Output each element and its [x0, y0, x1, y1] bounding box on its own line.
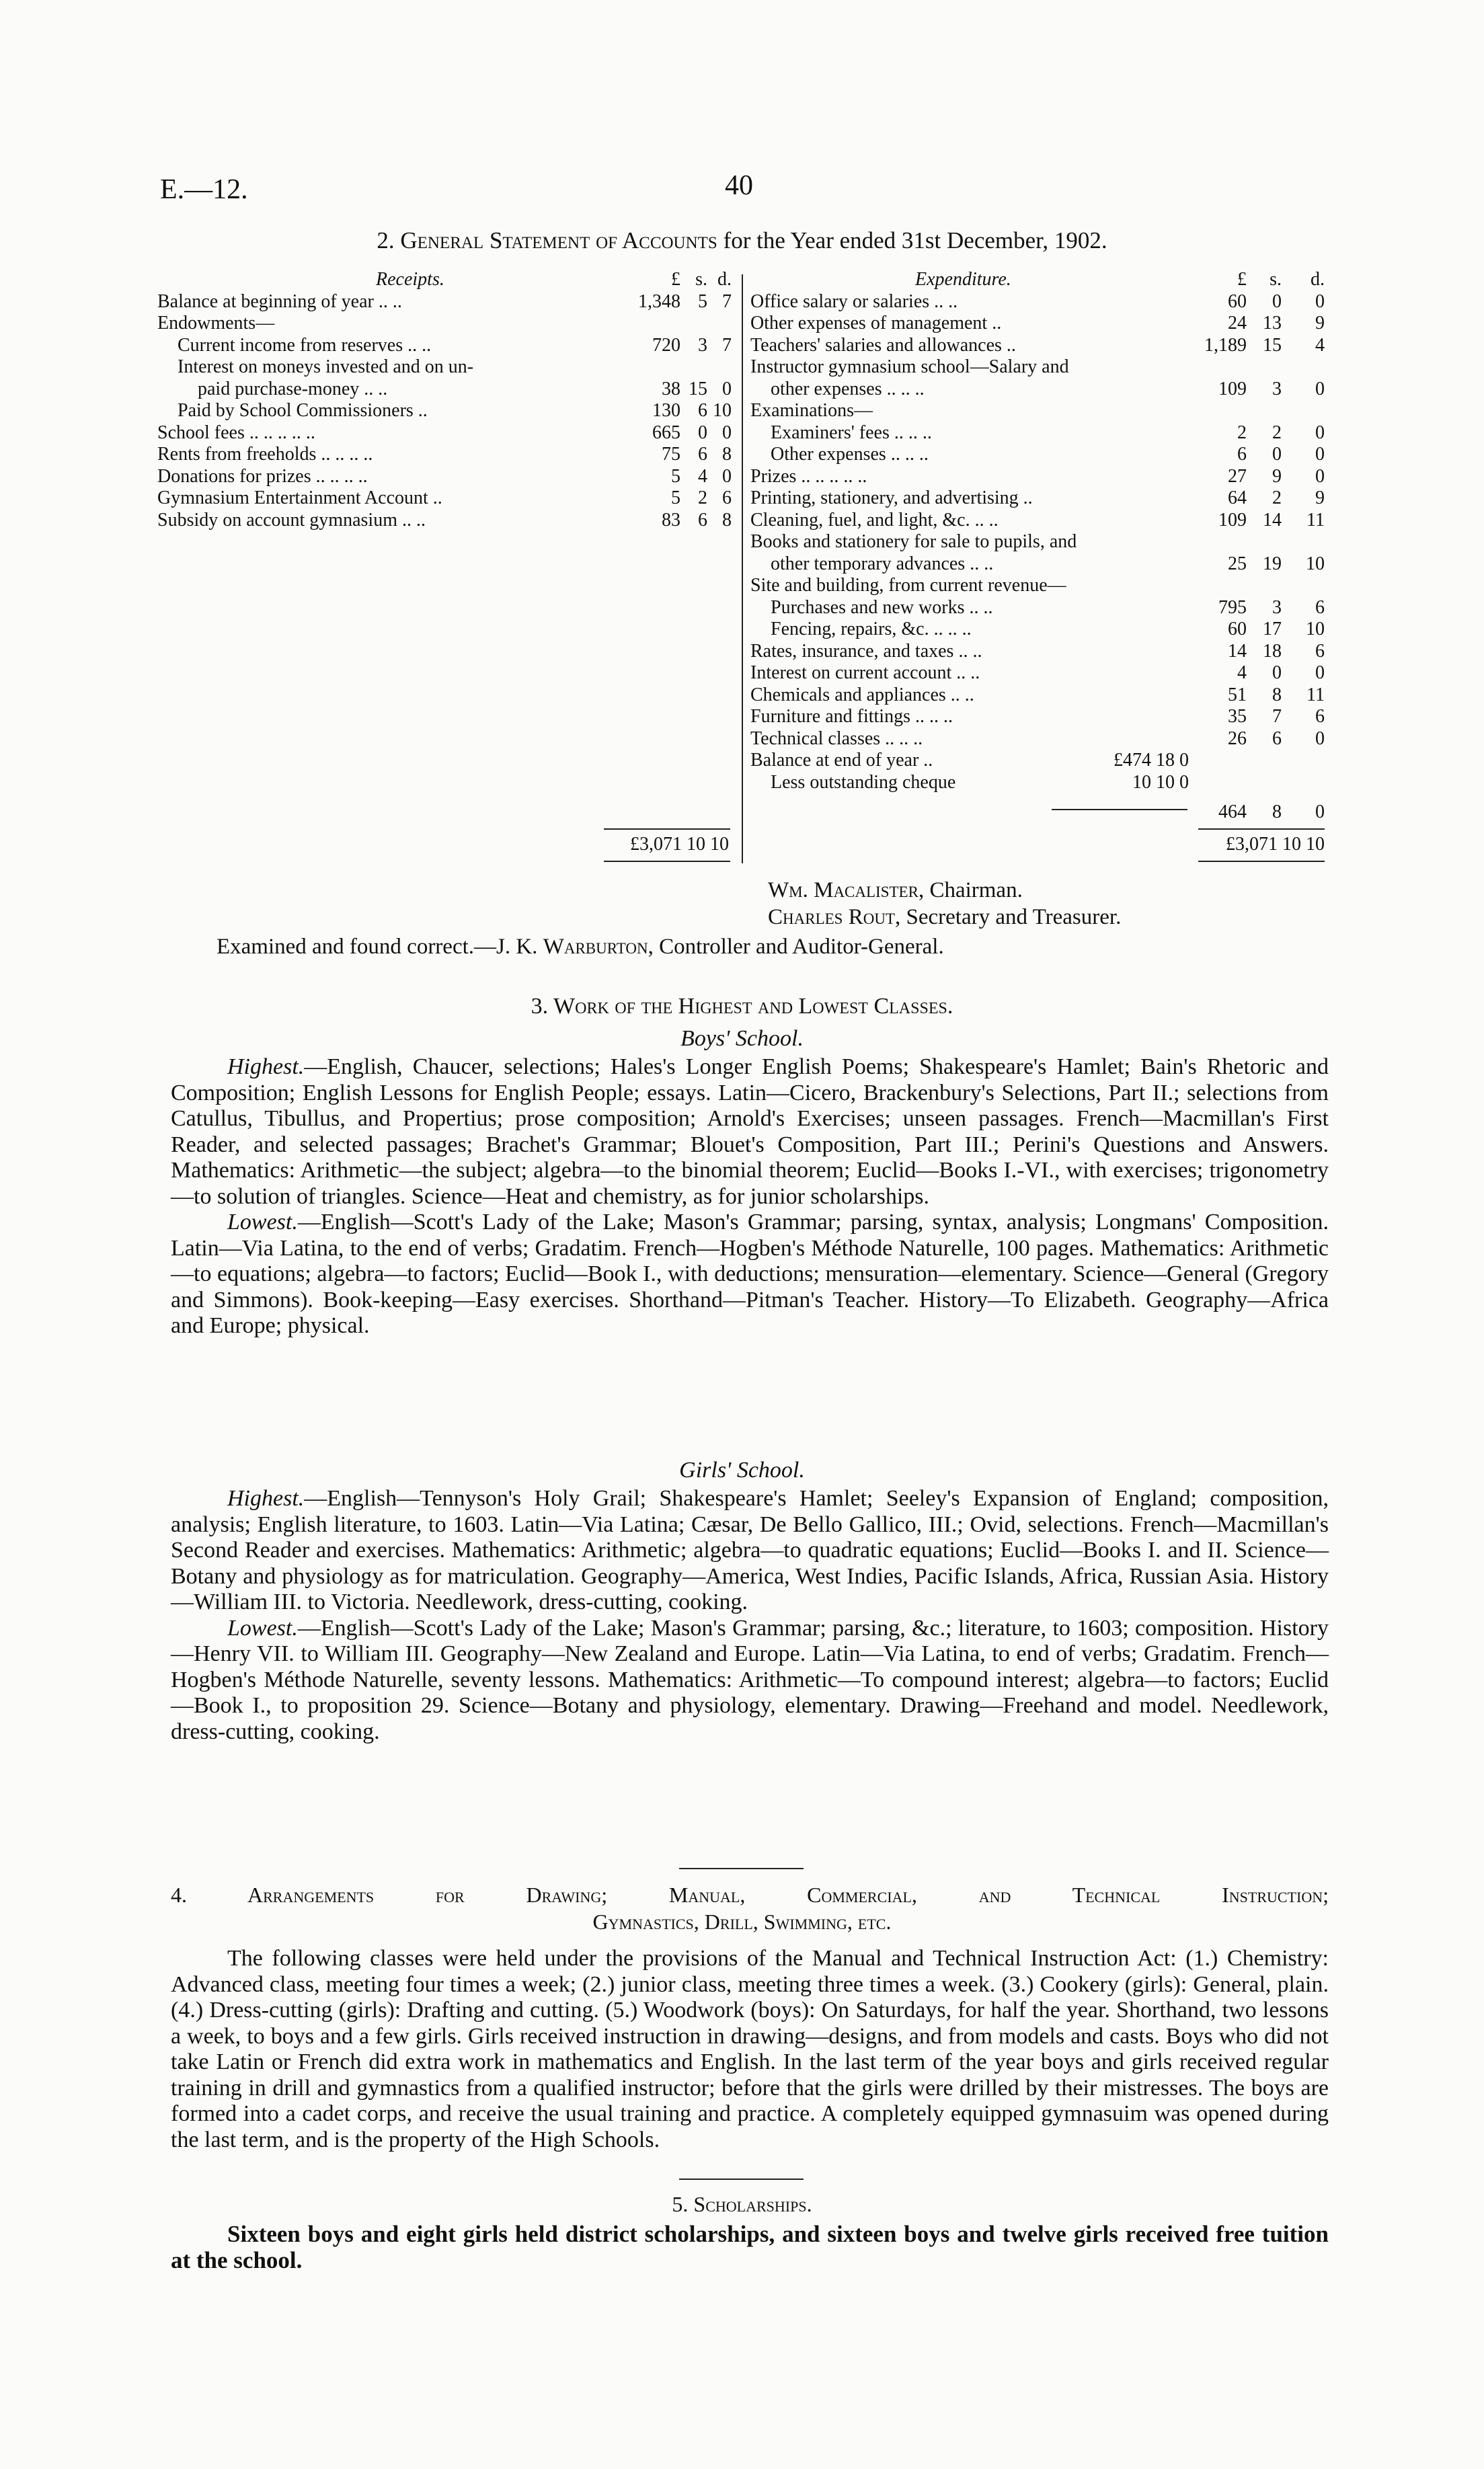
receipts-label: paid purchase-money .. ..	[198, 378, 388, 399]
expenditure-label: Site and building, from current revenue—	[750, 575, 1066, 596]
receipts-label: Subsidy on account gymnasium .. ..	[157, 509, 426, 531]
receipts-column-header: £	[671, 269, 680, 290]
expenditure-label: Cleaning, fuel, and light, &c. .. ..	[750, 509, 999, 531]
receipts-row	[157, 444, 736, 466]
receipts-amount: 7	[722, 290, 732, 312]
receipts-header-row	[157, 269, 736, 291]
section-5-title: 5. Scholarships.	[672, 2192, 812, 2216]
receipts-amount: 38	[662, 378, 680, 399]
expenditure-label: other temporary advances .. ..	[771, 553, 994, 574]
expenditure-amount: 9	[1315, 313, 1325, 334]
receipts-row	[157, 335, 736, 357]
expenditure-row	[750, 400, 1329, 422]
receipts-amount: 6	[698, 509, 707, 531]
expenditure-amount: 0	[1315, 662, 1325, 683]
receipts-amount: 15	[689, 378, 707, 399]
receipts-row	[157, 356, 736, 379]
section-4-title-line-1: 4. Arrangements for Drawing; Manual, Commercial, and Technical Instruction;	[171, 1883, 1329, 1907]
expenditure-amount: 3	[1272, 596, 1282, 618]
receipts-amount: 5	[671, 465, 680, 487]
expenditure-amount: 7	[1272, 706, 1282, 727]
balance-inner-amount: £474 18 0	[1114, 750, 1189, 771]
expenditure-amount: 14	[1263, 509, 1282, 531]
boys-lowest-lead: Lowest.	[227, 1210, 298, 1234]
expenditure-amount: 4	[1237, 662, 1247, 683]
receipts-amount: 2	[698, 487, 707, 508]
receipts-label: Donations for prizes .. .. .. ..	[157, 465, 368, 487]
receipts-heading: Receipts.	[376, 269, 444, 290]
expenditure-row	[750, 531, 1329, 553]
expenditure-amount: 60	[1228, 290, 1247, 312]
expenditure-total-rule-bottom	[1198, 861, 1325, 862]
receipts-label: Paid by School Commissioners ..	[178, 400, 428, 421]
expenditure-row	[750, 291, 1329, 313]
receipts-amount: 10	[713, 400, 732, 421]
expenditure-row	[750, 728, 1329, 750]
receipts-amount: 0	[722, 465, 732, 487]
expenditure-label: Furniture and fittings .. .. ..	[750, 706, 953, 727]
expenditure-amount: 60	[1228, 619, 1247, 639]
expenditure-label: Printing, stationery, and advertising ..	[750, 487, 1033, 508]
expenditure-label: Interest on current account .. ..	[750, 662, 980, 683]
receipts-amount: 0	[698, 422, 707, 443]
expenditure-amount: 0	[1315, 422, 1325, 443]
expenditure-amount: 8	[1272, 684, 1282, 705]
expenditure-amount: 19	[1263, 553, 1282, 574]
expenditure-amount: 2	[1272, 422, 1282, 443]
expenditure-amount: 6	[1272, 728, 1282, 749]
receipts-amount: 720	[652, 334, 680, 356]
expenditure-row	[750, 619, 1329, 641]
expenditure-label: Teachers' salaries and allowances ..	[750, 334, 1016, 356]
expenditure-label: Other expenses .. .. ..	[771, 444, 929, 465]
boys-highest-lead: Highest.	[227, 1054, 305, 1079]
receipts-amount: 130	[652, 400, 680, 421]
expenditure-amount: 51	[1228, 684, 1247, 705]
expenditure-row	[750, 313, 1329, 335]
receipts-amount: 0	[722, 378, 732, 399]
page-reference: E.—12.	[160, 174, 248, 205]
receipts-amount: 6	[722, 487, 732, 508]
section-4-text	[171, 1946, 1329, 2153]
expenditure-amount: 3	[1272, 378, 1282, 399]
receipts-label: Current income from reserves .. ..	[178, 334, 432, 356]
expenditure-label: Fencing, repairs, &c. .. .. ..	[771, 619, 972, 639]
receipts-row	[157, 313, 736, 335]
expenditure-amount: 27	[1228, 465, 1247, 487]
receipts-row	[157, 379, 736, 401]
girls-lowest-paragraph	[171, 1616, 1329, 1746]
expenditure-table	[750, 269, 1329, 824]
expenditure-row	[750, 422, 1329, 444]
expenditure-amount: 0	[1272, 444, 1282, 465]
expenditure-row	[750, 487, 1329, 510]
section-divider	[679, 1868, 804, 1869]
receipts-table	[157, 269, 736, 531]
expenditure-label: Chemicals and appliances .. ..	[750, 684, 974, 705]
boys-highest-paragraph	[171, 1054, 1329, 1210]
balance-net-amount: 8	[1272, 801, 1282, 822]
expenditure-row	[750, 444, 1329, 466]
signature-name: Wm. Macalister	[768, 878, 919, 902]
girls-highest-paragraph	[171, 1486, 1329, 1616]
expenditure-row	[750, 379, 1329, 401]
expenditure-amount: 6	[1315, 706, 1325, 727]
page-number: 40	[725, 170, 753, 201]
expenditure-total: £3,071 10 10	[1226, 834, 1325, 855]
receipts-row	[157, 466, 736, 488]
signature-name: Charles Rout	[768, 905, 895, 929]
expenditure-row	[750, 641, 1329, 663]
expenditure-row	[750, 335, 1329, 357]
expenditure-amount: 0	[1315, 290, 1325, 312]
receipts-amount: 5	[698, 290, 707, 312]
receipts-column-header: d.	[717, 269, 732, 290]
expenditure-label: Rates, insurance, and taxes .. ..	[750, 640, 982, 662]
section-2-title-rest: for the Year ended 31st December, 1902.	[723, 227, 1107, 253]
receipts-row	[157, 400, 736, 422]
expenditure-column-header: £	[1237, 269, 1247, 290]
receipts-label: School fees .. .. .. .. ..	[157, 422, 315, 443]
expenditure-row	[750, 356, 1329, 379]
expenditure-row	[750, 684, 1329, 707]
expenditure-label: Technical classes .. .. ..	[750, 728, 923, 749]
expenditure-amount: 2	[1272, 487, 1282, 508]
expenditure-label: Examiners' fees .. .. ..	[771, 422, 932, 443]
expenditure-amount: 10	[1306, 553, 1325, 574]
expenditure-label: Instructor gymnasium school—Salary and	[750, 356, 1069, 377]
less-cheque-row	[750, 772, 1329, 794]
receipts-total: £3,071 10 10	[630, 834, 729, 855]
section-4-paragraph: The following classes were held under the provisions of the Manual and Technical Instruction Act: (1.) Chemistry: Advanced class, meeting four times a week; (2.) junior class, meeting three times a week. (3.) Cookery (girls): General, plain. (4.) Dress-cutting (girls): Drafting and cutting. (5.) Woodwork (boys): On Saturdays, for half the year. Shorthand, two lessons a week, to boys and a few girls. Girls received instruction in drawing—designs, and from models and casts. Boys who did not take Latin or French did extra work in mathematics and English. In the last term of the year boys and girls received regular training in drill and gymnastics from a qualified instructor; before that the girls were drilled by their mistresses. The boys are formed into a cadet corps, and receive the usual training and practice. A completely equipped gymnasuim was opened during the last term, and is the property of the High Schools.	[171, 1946, 1329, 2152]
receipts-amount: 665	[652, 422, 680, 443]
girls-highest-lead: Highest.	[227, 1486, 305, 1511]
expenditure-amount: 795	[1218, 596, 1247, 618]
section-5-paragraph: Sixteen boys and eight girls held district scholarships, and sixteen boys and twelve girls received free tuition at the school.	[171, 2221, 1329, 2273]
expenditure-label: Examinations—	[750, 400, 873, 421]
expenditure-amount: 26	[1228, 728, 1247, 749]
boys-highest-body: —English, Chaucer, selections; Hales's Longer English Poems; Shakespeare's Hamlet; Bain's Rhetoric and Composition; English Lessons for English People; essays. Latin—Cicero, Brackenbury's Selections, Part II.; selections from Catullus, Tibullus, and Propertius; prose composition; Arnold's Exercises; unseen passages. French—Macmillan's First Reader, and selected passages; Brachet's Grammar; Blouet's Composition, Part III.; Perini's Questions and Answers. Mathematics: Arithmetic—the subject; algebra—to the binomial theorem; Euclid—Books I.-VI., with exercises; trigonometry—to solution of triangles. Science—Heat and chemistry, as for junior scholarships.	[171, 1054, 1329, 1209]
expenditure-amount: 109	[1218, 378, 1247, 399]
expenditure-amount: 0	[1315, 728, 1325, 749]
expenditure-amount: 0	[1315, 465, 1325, 487]
receipts-column-header: s.	[695, 269, 707, 290]
signature-chairman	[768, 878, 1023, 903]
expenditure-label: Purchases and new works .. ..	[771, 596, 993, 618]
expenditure-amount: 0	[1272, 662, 1282, 683]
receipts-row	[157, 510, 736, 532]
section-5-text	[171, 2222, 1329, 2273]
examined-statement	[217, 935, 944, 959]
balance-net-amount: 0	[1315, 801, 1325, 822]
receipts-amount: 5	[671, 487, 680, 508]
expenditure-amount: 11	[1306, 684, 1325, 705]
expenditure-amount: 10	[1306, 619, 1325, 639]
receipts-amount: 75	[662, 444, 680, 465]
expenditure-amount: 9	[1315, 487, 1325, 508]
receipts-label: Balance at beginning of year .. ..	[157, 290, 402, 312]
expenditure-amount: 4	[1315, 334, 1325, 356]
expenditure-row	[750, 597, 1329, 619]
expenditure-row	[750, 662, 1329, 684]
expenditure-amount: 17	[1263, 619, 1282, 639]
girls-lowest-lead: Lowest.	[227, 1615, 298, 1641]
expenditure-amount: 2	[1237, 422, 1247, 443]
receipts-amount: 4	[698, 465, 707, 487]
signature-role: , Chairman.	[918, 878, 1023, 902]
expenditure-label: other expenses .. .. ..	[771, 378, 925, 399]
section-2-title-smallcaps: General Statement of Accounts	[400, 227, 717, 253]
receipts-total-rule-top	[604, 828, 730, 830]
receipts-amount: 3	[698, 334, 707, 356]
receipts-amount: 8	[722, 444, 732, 465]
receipts-amount: 1,348	[638, 290, 680, 312]
expenditure-amount: 0	[1315, 444, 1325, 465]
examined-prefix: Examined and found correct.—J. K.	[217, 935, 543, 959]
receipts-total-rule-bottom	[604, 861, 730, 862]
signature-role: , Secretary and Treasurer.	[895, 905, 1122, 929]
expenditure-amount: 6	[1315, 640, 1325, 662]
expenditure-column-header: d.	[1311, 269, 1325, 290]
section-divider	[679, 2179, 804, 2180]
balance-subtotal-rule	[1052, 809, 1187, 810]
section-4-title-line-2: Gymnastics, Drill, Swimming, etc.	[592, 1910, 892, 1934]
girls-school-text	[171, 1486, 1329, 1745]
expenditure-row	[750, 466, 1329, 488]
receipts-label: Interest on moneys invested and on un-	[178, 356, 474, 377]
boys-school-text	[171, 1054, 1329, 1339]
receipts-row	[157, 422, 736, 444]
accounts-divider	[742, 274, 743, 863]
expenditure-label: Other expenses of management ..	[750, 313, 1002, 334]
expenditure-row	[750, 706, 1329, 728]
expenditure-amount: 15	[1263, 334, 1282, 356]
section-2-title	[0, 227, 1484, 254]
receipts-label: Endowments—	[157, 313, 275, 334]
receipts-amount: 83	[662, 509, 680, 531]
balance-net-amount: 464	[1218, 801, 1247, 822]
receipts-amount: 6	[698, 444, 707, 465]
expenditure-label: Books and stationery for sale to pupils, and	[750, 531, 1077, 552]
expenditure-amount: 0	[1272, 290, 1282, 312]
receipts-row	[157, 487, 736, 510]
expenditure-row	[750, 510, 1329, 532]
expenditure-row	[750, 553, 1329, 576]
expenditure-amount: 1,189	[1204, 334, 1247, 356]
girls-school-heading: Girls' School.	[679, 1458, 805, 1483]
less-cheque-label: Less outstanding cheque	[771, 771, 956, 793]
receipts-label: Gymnasium Entertainment Account ..	[157, 487, 442, 508]
expenditure-amount: 11	[1306, 509, 1325, 531]
expenditure-row	[750, 575, 1329, 597]
girls-lowest-body: —English—Scott's Lady of the Lake; Mason's Grammar; parsing, &c.; literature, to 1603; composition. History—Henry VII. to William III. Geography—New Zealand and Europe. Latin—Via Latina, to end of verbs; Gradatim. French—Hogben's Méthode Naturelle, seventy lessons. Mathematics: Arithmetic—To compound interest; algebra—to factors; Euclid—Book I., to proposition 29. Science—Botany and physiology, elementary. Drawing—Freehand and model. Needlework, dress-cutting, cooking.	[171, 1615, 1329, 1744]
expenditure-amount: 35	[1228, 706, 1247, 727]
receipts-label: Rents from freeholds .. .. .. ..	[157, 444, 373, 465]
expenditure-amount: 9	[1272, 465, 1282, 487]
section-2-number: 2.	[377, 227, 395, 253]
expenditure-heading: Expenditure.	[915, 269, 1011, 290]
examined-suffix: , Controller and Auditor-General.	[648, 935, 944, 959]
expenditure-header-row	[750, 269, 1329, 291]
boys-lowest-paragraph	[171, 1210, 1329, 1339]
expenditure-amount: 6	[1315, 596, 1325, 618]
expenditure-amount: 18	[1263, 640, 1282, 662]
expenditure-amount: 6	[1237, 444, 1247, 465]
expenditure-amount: 25	[1228, 553, 1247, 574]
receipts-amount: 0	[722, 422, 732, 443]
receipts-amount: 8	[722, 509, 732, 531]
receipts-row	[157, 291, 736, 313]
signature-secretary	[768, 905, 1121, 930]
expenditure-amount: 64	[1228, 487, 1247, 508]
auditor-name: Warburton	[543, 935, 648, 959]
expenditure-label: Prizes .. .. .. .. ..	[750, 465, 867, 487]
less-cheque-amount: 10 10 0	[1132, 771, 1189, 793]
boys-lowest-body: —English—Scott's Lady of the Lake; Mason's Grammar; parsing, syntax, analysis; Longmans' Composition. Latin—Via Latina, to the end of verbs; Gradatim. French—Hogben's Méthode Naturelle, 100 pages. Mathematics: Arithmetic—to equations; algebra—to factors; Euclid—Book I., with deductions; mensuration—elementary. Science—General (Gregory and Simmons). Book-keeping—Easy exercises. Shorthand—Pitman's Teacher. History—To Elizabeth. Geography—Africa and Europe; physical.	[171, 1210, 1329, 1338]
section-3-title: 3. Work of the Highest and Lowest Classes.	[531, 994, 953, 1019]
expenditure-amount: 13	[1263, 313, 1282, 334]
expenditure-amount: 24	[1228, 313, 1247, 334]
balance-label: Balance at end of year ..	[750, 750, 933, 771]
receipts-amount: 6	[698, 400, 707, 421]
expenditure-amount: 109	[1218, 509, 1247, 531]
balance-net-row	[750, 801, 1329, 824]
expenditure-amount: 0	[1315, 378, 1325, 399]
expenditure-label: Office salary or salaries .. ..	[750, 290, 958, 312]
expenditure-column-header: s.	[1270, 269, 1282, 290]
receipts-amount: 7	[722, 334, 732, 356]
expenditure-amount: 14	[1228, 640, 1247, 662]
balance-row	[750, 750, 1329, 772]
expenditure-total-rule-top	[1198, 828, 1325, 830]
boys-school-heading: Boys' School.	[680, 1026, 804, 1051]
girls-highest-body: —English—Tennyson's Holy Grail; Shakespeare's Hamlet; Seeley's Expansion of England; composition, analysis; English literature, to 1603. Latin—Via Latina; Cæsar, De Bello Gallico, III.; Ovid, selections. French—Macmillan's Second Reader and exercises. Mathematics: Arithmetic; algebra—to quadratic equations; Euclid—Books I. and II. Science—Botany and physiology as for matriculation. Geography—America, West Indies, Pacific Islands, Africa, Russian Asia. History—William III. to Victoria. Needlework, dress-cutting, cooking.	[171, 1486, 1329, 1614]
